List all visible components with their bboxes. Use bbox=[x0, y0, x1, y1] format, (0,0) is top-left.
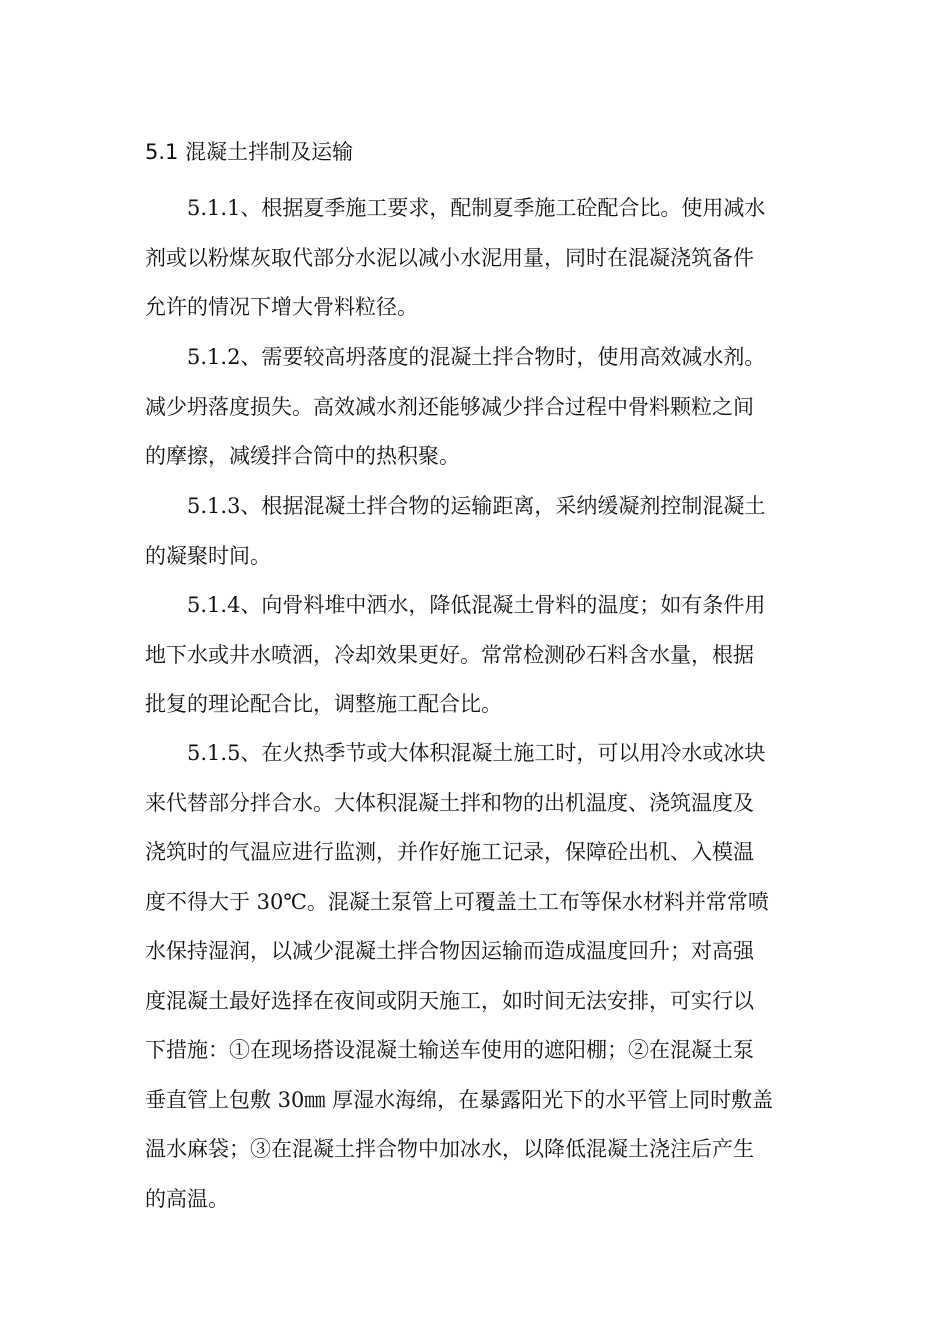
paragraph-5-1-1 bbox=[145, 184, 810, 333]
text-line: 5.1.5、在火热季节或大体积混凝土施工时，可以用冷水或冰块 bbox=[187, 741, 766, 765]
text-line: 浇筑时的气温应进行监测，并作好施工记录，保障砼出机、入模温 bbox=[145, 840, 754, 864]
text-line: 减少坍落度损失。高效减水剂还能够减少拌合过程中骨料颗粒之间 bbox=[145, 394, 754, 419]
text-line: 批复的理论配合比，调整施工配合比。 bbox=[145, 692, 502, 716]
text-line: 度混凝土最好选择在夜间或阴天施工，如时间无法安排，可实行以 bbox=[145, 988, 754, 1013]
text-line: 垂直管上包敷 30㎜ 厚湿水海绵，在暴露阳光下的水平管上同时敷盖 bbox=[145, 1087, 774, 1112]
text-line: 的高温。 bbox=[145, 1186, 229, 1211]
paragraph-5-1-4 bbox=[145, 581, 810, 730]
paragraph-5-1-3 bbox=[145, 482, 810, 581]
paragraph-5-1-2 bbox=[145, 333, 810, 482]
text-line: 水保持湿润，以减少混凝土拌合物因运输而造成温度回升；对高强 bbox=[145, 939, 754, 963]
text-line: 5.1.1、根据夏季施工要求，配制夏季施工砼配合比。使用减水 bbox=[187, 196, 766, 220]
text-line: 的凝聚时间。 bbox=[145, 543, 271, 568]
text-line: 剂或以粉煤灰取代部分水泥以减小水泥用量，同时在混凝浇筑备件 bbox=[145, 245, 754, 270]
text-line: 度不得大于 30℃。混凝土泵管上可覆盖土工布等保水材料并常常喷 bbox=[145, 889, 769, 914]
text-line: 温水麻袋；③在混凝土拌合物中加冰水，以降低混凝土浇注后产生 bbox=[145, 1137, 754, 1161]
text-line: 允许的情况下增大骨料粒径。 bbox=[145, 295, 418, 319]
text-line: 下措施：①在现场搭设混凝土输送车使用的遮阳棚；②在混凝土泵 bbox=[145, 1038, 754, 1062]
text-line: 的摩擦，减缓拌合筒中的热积聚。 bbox=[145, 444, 460, 468]
text-line: 5.1.3、根据混凝土拌合物的运输距离，采纳缓凝剂控制混凝土 bbox=[187, 494, 766, 518]
section-heading: 5.1 混凝土拌制及运输 bbox=[145, 140, 354, 164]
text-line: 地下水或井水喷洒，冷却效果更好。常常检测砂石料含水量，根据 bbox=[145, 642, 754, 667]
paragraph-5-1-5 bbox=[145, 729, 810, 1224]
text-line: 5.1.2、需要较高坍落度的混凝土拌合物时，使用高效减水剂。 bbox=[187, 345, 766, 369]
text-line: 5.1.4、向骨料堆中洒水，降低混凝土骨料的温度；如有条件用 bbox=[187, 593, 766, 617]
text-line: 来代替部分拌合水。大体积混凝土拌和物的出机温度、浇筑温度及 bbox=[145, 790, 754, 815]
